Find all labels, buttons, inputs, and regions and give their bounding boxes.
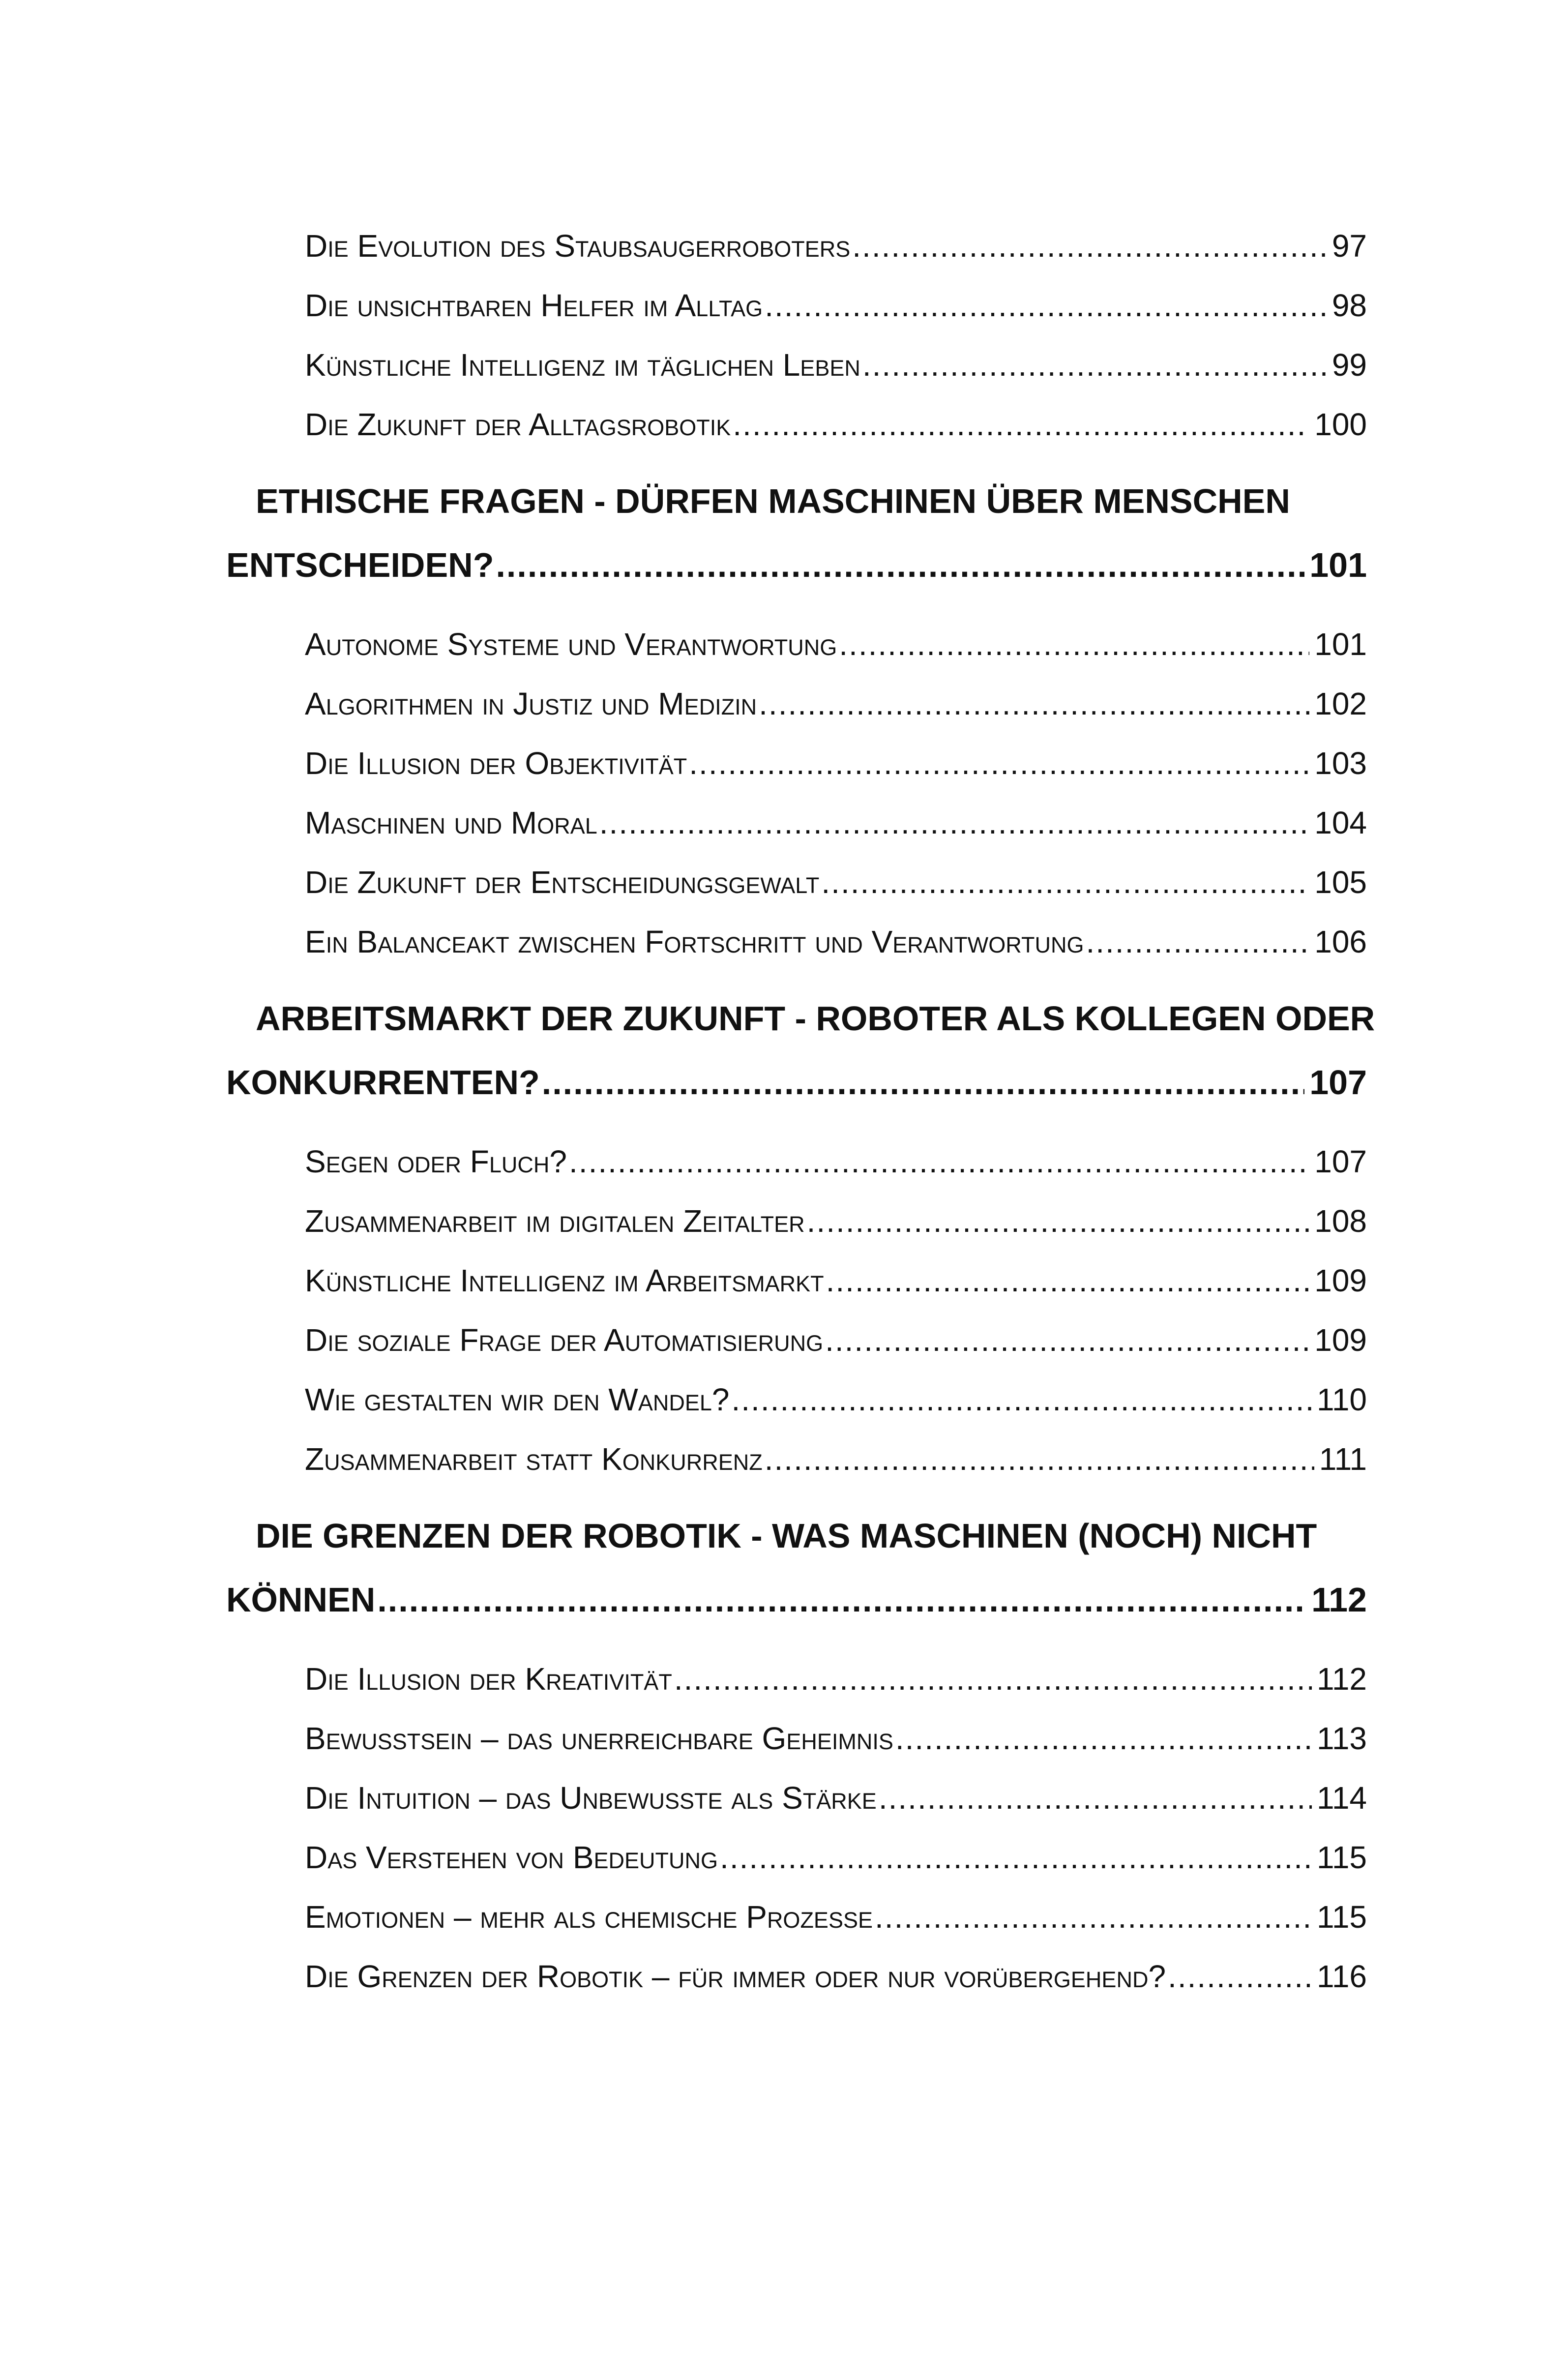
toc-entry-title: Maschinen und Moral — [305, 805, 597, 840]
dot-leader — [807, 1192, 1310, 1251]
dot-leader — [879, 1768, 1312, 1828]
toc-entry-page: 106 — [1314, 924, 1367, 959]
toc-entry[interactable] — [226, 912, 1367, 972]
toc-entry[interactable] — [226, 1828, 1367, 1887]
toc-entry-title: Die Zukunft der Alltagsrobotik — [305, 407, 731, 442]
toc-entry-page: 105 — [1314, 865, 1367, 900]
toc-entry-title: Künstliche Intelligenz im Arbeitsmarkt — [305, 1263, 824, 1298]
toc-entry-page: 109 — [1314, 1263, 1367, 1298]
toc-entry-title: Segen oder Fluch? — [305, 1144, 567, 1179]
toc-entry-page: 109 — [1314, 1322, 1367, 1358]
dot-leader — [862, 335, 1327, 395]
toc-entry-title: Die Illusion der Objektivität — [305, 746, 687, 781]
toc-entry-title: Zusammenarbeit im digitalen Zeitalter — [305, 1203, 805, 1239]
dot-leader — [731, 1370, 1312, 1430]
chapter-title-line-2 — [226, 1568, 1367, 1632]
dot-leader — [1086, 912, 1309, 972]
dot-leader — [496, 533, 1304, 597]
toc-group-grenzen-der-robotik — [226, 1504, 1367, 2006]
chapter-heading[interactable] — [226, 1504, 1367, 1632]
dot-leader — [852, 216, 1327, 276]
dot-leader — [826, 1251, 1310, 1311]
dot-leader — [569, 1132, 1309, 1192]
toc-entry-page: 107 — [1314, 1144, 1367, 1179]
toc-entry-title: Die Zukunft der Entscheidungsgewalt — [305, 865, 820, 900]
dot-leader — [542, 1050, 1304, 1114]
chapter-title-line-1: DIE GRENZEN DER ROBOTIK - WAS MASCHINEN (NOCH) NICHT — [256, 1517, 1317, 1555]
chapter-title-line-1: ETHISCHE FRAGEN - DÜRFEN MASCHINEN ÜBER MENSCHEN — [256, 482, 1290, 520]
toc-entry-title: Die unsichtbaren Helfer im Alltag — [305, 288, 763, 323]
toc-entry[interactable] — [226, 615, 1367, 674]
chapter-page: 107 — [1309, 1063, 1367, 1102]
toc-entry[interactable] — [226, 734, 1367, 793]
chapter-page: 112 — [1311, 1581, 1367, 1619]
toc-entry-title: Die Intuition – das Unbewusste als Stärke — [305, 1780, 877, 1816]
dot-leader — [821, 853, 1309, 912]
toc-entry-page: 110 — [1316, 1382, 1367, 1417]
toc-entry[interactable] — [226, 395, 1367, 454]
chapter-title-line-1: ARBEITSMARKT DER ZUKUNFT - ROBOTER ALS KOLLEGEN ODER — [256, 999, 1375, 1038]
dot-leader — [689, 734, 1309, 793]
dot-leader — [825, 1311, 1309, 1370]
toc-entry-page: 101 — [1314, 627, 1367, 662]
chapter-title-end: ENTSCHEIDEN? — [226, 546, 494, 584]
toc-entry[interactable] — [226, 674, 1367, 734]
toc-entry[interactable] — [226, 853, 1367, 912]
toc-entry-title: Wie gestalten wir den Wandel? — [305, 1382, 730, 1417]
toc-entry[interactable] — [226, 1251, 1367, 1311]
dot-leader — [599, 793, 1309, 853]
toc-entry-page: 111 — [1319, 1441, 1367, 1477]
toc-entry-title: Ein Balanceakt zwischen Fortschritt und Verantwortung — [305, 924, 1084, 959]
dot-leader — [839, 615, 1309, 674]
dot-leader — [377, 1568, 1306, 1632]
chapter-title-end: KONKURRENTEN? — [226, 1063, 540, 1102]
toc-entry-page: 114 — [1316, 1780, 1367, 1816]
toc-entry-title: Die Grenzen der Robotik – für immer oder nur vorübergehend? — [305, 1959, 1166, 1994]
toc-entry-title: Autonome Systeme und Verantwortung — [305, 627, 837, 662]
toc-entry[interactable] — [226, 335, 1367, 395]
toc-entry-title: Algorithmen in Justiz und Medizin — [305, 686, 757, 721]
toc-entry[interactable] — [226, 1768, 1367, 1828]
toc-entry-page: 115 — [1316, 1899, 1367, 1935]
toc-group-ethische-fragen — [226, 469, 1367, 972]
dot-leader — [720, 1828, 1312, 1887]
toc-entry[interactable] — [226, 1192, 1367, 1251]
toc-entry-page: 102 — [1314, 686, 1367, 721]
toc-entry[interactable] — [226, 793, 1367, 853]
chapter-title-line-2 — [226, 1050, 1367, 1114]
toc-entry[interactable] — [226, 276, 1367, 335]
toc-entry[interactable] — [226, 1649, 1367, 1709]
toc-entry-page: 115 — [1316, 1840, 1367, 1875]
toc-entry[interactable] — [226, 1132, 1367, 1192]
toc-entry-title: Künstliche Intelligenz im täglichen Leben — [305, 347, 860, 383]
toc-entry-page: 108 — [1314, 1203, 1367, 1239]
chapter-heading[interactable] — [226, 986, 1375, 1114]
toc-group-alltagsrobotik — [226, 216, 1367, 454]
chapter-page: 101 — [1309, 546, 1367, 584]
toc-entry-page: 112 — [1316, 1661, 1367, 1697]
toc-entry-title: Die Illusion der Kreativität — [305, 1661, 672, 1697]
toc-entry[interactable] — [226, 1370, 1367, 1430]
toc-entry-title: Die Evolution des Staubsaugerroboters — [305, 228, 851, 264]
toc-entry[interactable] — [226, 1887, 1367, 1947]
toc-entry-title: Das Verstehen von Bedeutung — [305, 1840, 718, 1875]
toc-entry-title: Emotionen – mehr als chemische Prozesse — [305, 1899, 873, 1935]
toc-entry-page: 116 — [1316, 1959, 1367, 1994]
dot-leader — [674, 1649, 1312, 1709]
table-of-contents — [226, 216, 1375, 2006]
toc-entry[interactable] — [226, 1311, 1367, 1370]
toc-entry-title: Zusammenarbeit statt Konkurrenz — [305, 1441, 763, 1477]
dot-leader — [875, 1887, 1312, 1947]
toc-group-arbeitsmarkt — [226, 986, 1375, 1489]
dot-leader — [895, 1709, 1312, 1768]
toc-entry[interactable] — [226, 1430, 1367, 1489]
toc-entry-page: 103 — [1314, 746, 1367, 781]
dot-leader — [765, 276, 1327, 335]
toc-entry-page: 98 — [1331, 288, 1367, 323]
toc-entry[interactable] — [226, 1709, 1367, 1768]
dot-leader — [1168, 1947, 1312, 2006]
chapter-heading[interactable] — [226, 469, 1367, 597]
toc-entry[interactable] — [226, 216, 1367, 276]
dot-leader — [759, 674, 1309, 734]
toc-entry-page: 97 — [1331, 228, 1367, 264]
dot-leader — [733, 395, 1309, 454]
chapter-title-line-2 — [226, 533, 1367, 597]
toc-entry-page: 104 — [1314, 805, 1367, 840]
toc-entry-page: 113 — [1316, 1721, 1367, 1756]
toc-entry-page: 99 — [1331, 347, 1367, 383]
toc-entry-title: Die soziale Frage der Automatisierung — [305, 1322, 824, 1358]
chapter-title-end: KÖNNEN — [226, 1581, 376, 1619]
toc-entry[interactable] — [226, 1947, 1367, 2006]
dot-leader — [765, 1430, 1314, 1489]
toc-entry-title: Bewusstsein – das unerreichbare Geheimnis — [305, 1721, 893, 1756]
toc-entry-page: 100 — [1314, 407, 1367, 442]
